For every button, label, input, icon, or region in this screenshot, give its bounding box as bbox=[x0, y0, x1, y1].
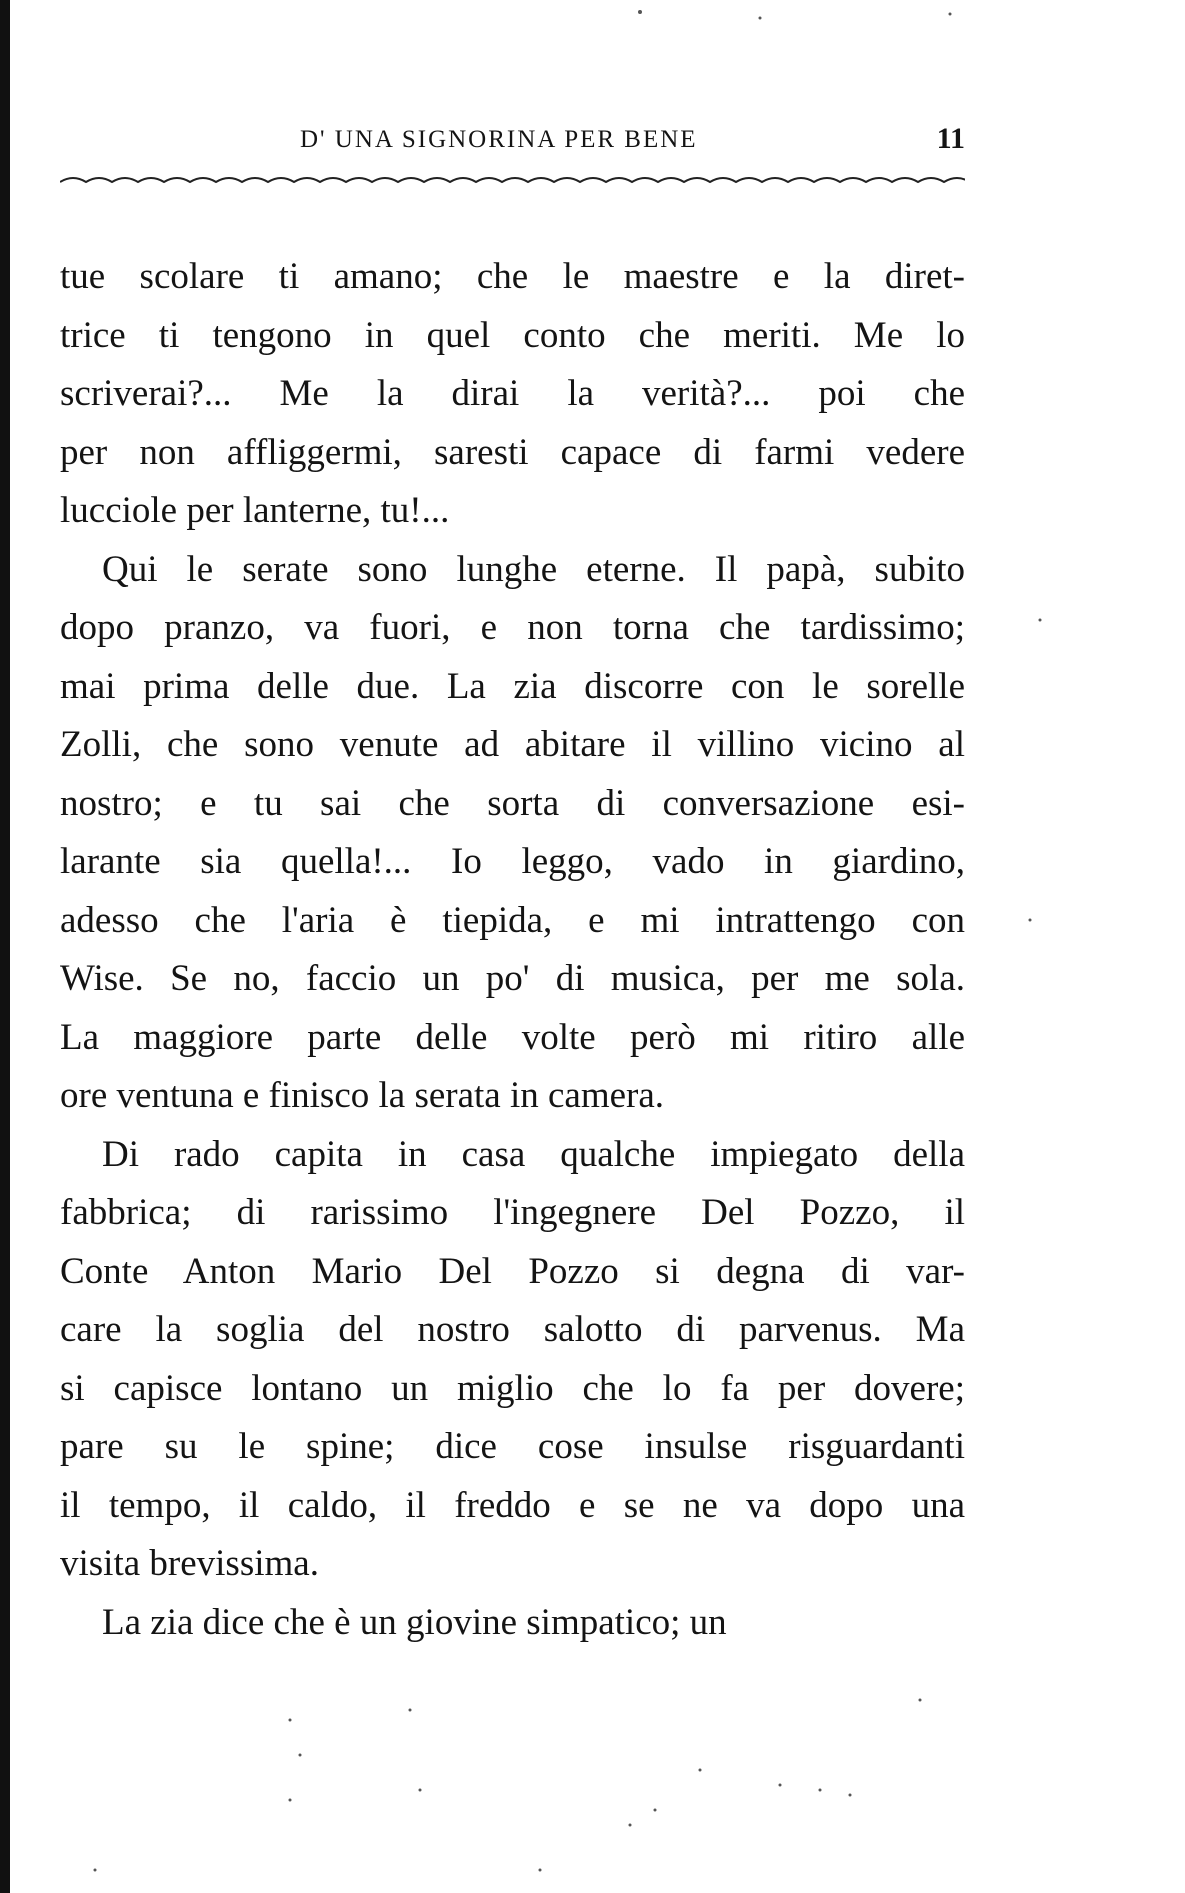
text-line: Wise. Se no, faccio un po' di musica, per me sola. bbox=[60, 958, 965, 999]
text-line: trice ti tengono in quel conto che meriti. Me lo bbox=[60, 314, 965, 356]
text-line: scriverai?... Me la dirai la verità?... poi che bbox=[60, 373, 965, 414]
text-line: ore ventuna e finisco la serata in camera. bbox=[60, 1075, 665, 1116]
text-line: Di rado capita in casa qualche impiegato della bbox=[102, 1133, 965, 1175]
text-line: Conte Anton Mario Del Pozzo si degna di var- bbox=[60, 1250, 965, 1292]
text-line: care la soglia del nostro salotto di parvenus. Ma bbox=[60, 1309, 965, 1350]
text-line: pare su le spine; dice cose insulse risguardanti bbox=[60, 1426, 965, 1467]
text-line: larante sia quella!... Io leggo, vado in giardino, bbox=[60, 841, 965, 882]
text-line: Zolli, che sono venute ad abitare il villino vicino al bbox=[60, 724, 965, 765]
text-line: adesso che l'aria è tiepida, e mi intrattengo con bbox=[60, 899, 965, 941]
text-line: fabbrica; di rarissimo l'ingegnere Del Pozzo, il bbox=[60, 1192, 965, 1233]
body-text bbox=[60, 248, 965, 1652]
text-line: La maggiore parte delle volte però mi ritiro alle bbox=[60, 1016, 965, 1058]
ornamental-rule bbox=[60, 172, 965, 190]
text-line: si capisce lontano un miglio che lo fa per dovere; bbox=[60, 1367, 965, 1409]
text-line: lucciole per lanterne, tu!... bbox=[60, 490, 450, 531]
text-line: mai prima delle due. La zia discorre con le sorelle bbox=[60, 665, 965, 707]
text-line: per non affliggermi, saresti capace di farmi vedere bbox=[60, 431, 965, 473]
text-line: tue scolare ti amano; che le maestre e la diret- bbox=[60, 256, 965, 297]
text-line: Qui le serate sono lunghe eterne. Il papà, subito bbox=[102, 548, 965, 590]
page-edge-shadow bbox=[0, 0, 10, 1893]
running-title: D' UNA SIGNORINA PER BENE bbox=[300, 126, 698, 153]
text-line: La zia dice che è un giovine simpatico; un bbox=[102, 1601, 727, 1643]
text-line: nostro; e tu sai che sorta di conversazione esi- bbox=[60, 782, 965, 824]
text-line: visita brevissima. bbox=[60, 1543, 319, 1584]
text-line: il tempo, il caldo, il freddo e se ne va dopo una bbox=[60, 1484, 965, 1526]
page-number: 11 bbox=[936, 122, 965, 155]
text-line: dopo pranzo, va fuori, e non torna che tardissimo; bbox=[60, 607, 965, 648]
running-head bbox=[60, 122, 965, 162]
